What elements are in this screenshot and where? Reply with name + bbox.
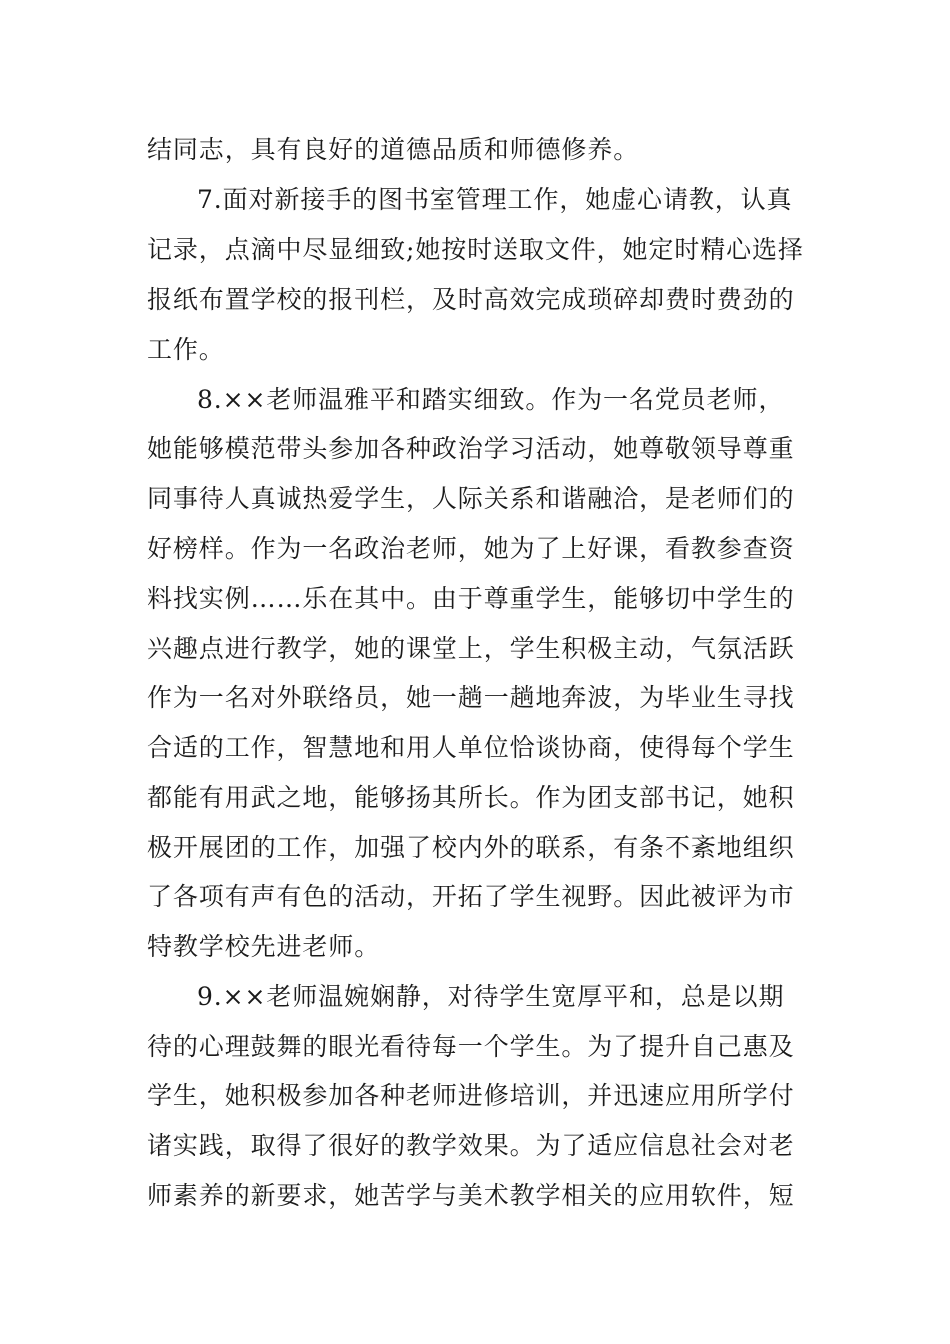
text-line: 待的心理鼓舞的眼光看待每一个学生。为了提升自己惠及 [147, 1032, 795, 1061]
text-line: 师素养的新要求，她苦学与美术教学相关的应用软件，短 [147, 1181, 795, 1210]
text-line: 都能有用武之地，能够扬其所长。作为团支部书记，她积 [147, 783, 795, 812]
text-line: 兴趣点进行教学，她的课堂上，学生积极主动，气氛活跃 [147, 634, 795, 663]
text-line: 诸实践，取得了很好的教学效果。为了适应信息社会对老 [147, 1131, 795, 1160]
text-line: 同事待人真诚热爱学生，人际关系和谐融洽，是老师们的 [147, 484, 795, 513]
text-line: 7.面对新接手的图书室管理工作，她虚心请教，认真 [197, 185, 793, 214]
text-line: 料找实例……乐在其中。由于尊重学生，能够切中学生的 [147, 584, 795, 613]
text-line: 学生，她积极参加各种老师进修培训，并迅速应用所学付 [147, 1081, 795, 1110]
text-line: 极开展团的工作，加强了校内外的联系，有条不紊地组织 [147, 833, 795, 862]
text-line: 工作。 [147, 335, 225, 364]
text-line: 特教学校先进老师。 [147, 932, 381, 961]
text-line: 合适的工作，智慧地和用人单位恰谈协商，使得每个学生 [147, 733, 795, 762]
text-line: 8.××老师温雅平和踏实细致。作为一名党员老师， [197, 385, 785, 414]
text-line: 好榜样。作为一名政治老师，她为了上好课，看教参查资 [147, 534, 795, 563]
text-line: 了各项有声有色的活动，开拓了学生视野。因此被评为市 [147, 882, 795, 911]
text-line: 结同志，具有良好的道德品质和师德修养。 [147, 135, 640, 164]
text-line: 记录，点滴中尽显细致;她按时送取文件，她定时精心选择 [147, 235, 804, 264]
text-line: 作为一名对外联络员，她一趟一趟地奔波，为毕业生寻找 [147, 683, 795, 712]
text-line: 她能够模范带头参加各种政治学习活动，她尊敬领导尊重 [147, 434, 795, 463]
text-line: 9.××老师温婉娴静，对待学生宽厚平和，总是以期 [197, 982, 785, 1011]
text-line: 报纸布置学校的报刊栏，及时高效完成琐碎却费时费劲的 [147, 285, 795, 314]
